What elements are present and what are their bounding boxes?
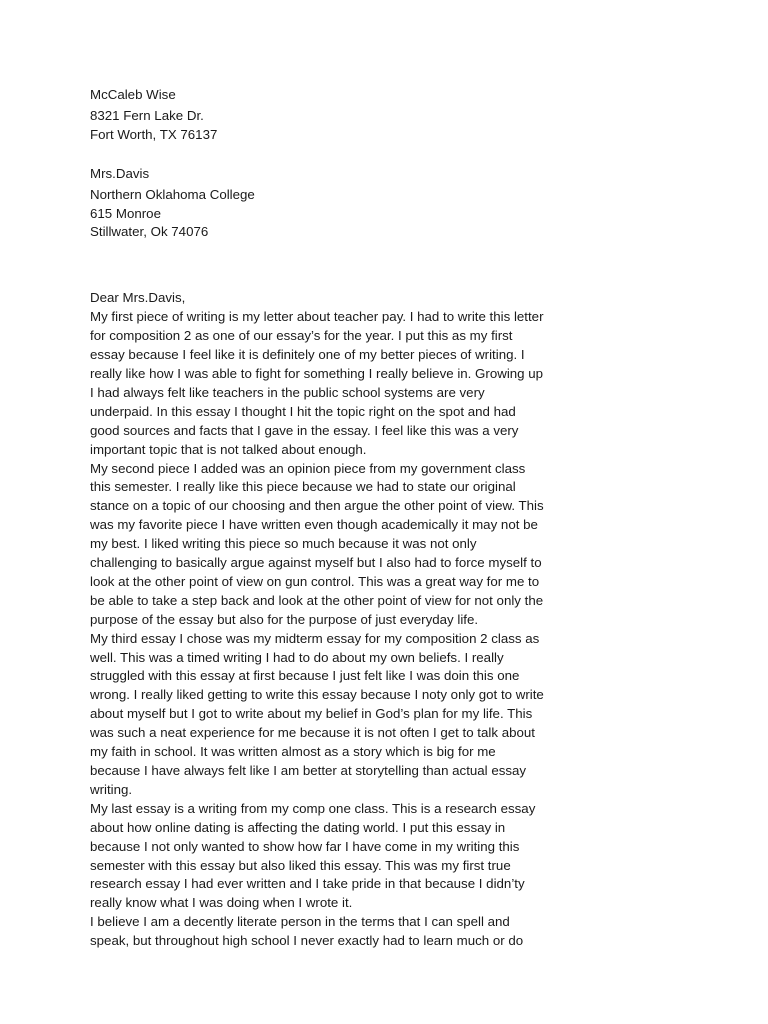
body-line: essay because I feel like it is definitely one of my better pieces of writing. I xyxy=(90,347,525,363)
body-line: semester with this essay but also liked this essay. This was my first true xyxy=(90,857,511,873)
body-paragraphs xyxy=(90,308,570,951)
body-line: well. This was a timed writing I had to do about my own beliefs. I really xyxy=(90,649,504,665)
body-line: really like how I was able to fight for something I really believe in. Growing up xyxy=(90,365,544,381)
recipient-institution: Northern Oklahoma College xyxy=(90,186,255,202)
body-line: underpaid. In this essay I thought I hit the topic right on the spot and had xyxy=(90,403,516,419)
body-line: challenging to basically argue against myself but I also had to force myself to xyxy=(90,555,542,571)
body-line: wrong. I really liked getting to write this essay because I noty only got to write xyxy=(90,687,544,703)
body-line: for composition 2 as one of our essay’s for the year. I put this as my first xyxy=(90,328,513,344)
recipient-address-line1: 615 Monroe xyxy=(90,205,161,221)
body-line: because I have always felt like I am better at storytelling than actual essay xyxy=(90,763,527,778)
body-line: about myself but I got to write about my belief in God’s plan for my life. This xyxy=(90,706,533,722)
body-line: My first piece of writing is my letter about teacher pay. I had to write this letter xyxy=(90,309,544,325)
body-line: about how online dating is affecting the dating world. I put this essay in xyxy=(90,819,506,835)
recipient-address-line2: Stillwater, Ok 74076 xyxy=(90,224,209,240)
body-line: research essay I had ever written and I take pride in that because I didn’ty xyxy=(90,876,525,892)
body-line: My third essay I chose was my midterm essay for my composition 2 class as xyxy=(90,630,540,646)
body-line: My second piece I added was an opinion piece from my government class xyxy=(90,460,526,476)
sender-name: McCaleb Wise xyxy=(90,87,176,102)
body-line: my faith in school. It was written almost as a story which is big for me xyxy=(90,744,496,760)
letter-body xyxy=(90,289,570,951)
body-line: this semester. I really like this piece because we had to state our original xyxy=(90,479,516,495)
body-line: my best. I liked writing this piece so much because it was not only xyxy=(90,536,477,552)
letter-content xyxy=(90,86,570,951)
body-line: good sources and facts that I gave in the essay. I feel like this was a very xyxy=(90,422,519,438)
body-line: purpose of the essay but also for the purpose of just everyday life. xyxy=(90,611,479,627)
recipient-name: Mrs.Davis xyxy=(90,165,150,181)
body-line: My last essay is a writing from my comp one class. This is a research essay xyxy=(90,800,536,816)
body-line: look at the other point of view on gun control. This was a great way for me to xyxy=(90,573,540,589)
sender-address-line2: Fort Worth, TX 76137 xyxy=(90,126,218,142)
body-line: I believe I am a decently literate person in the terms that I can spell and xyxy=(90,914,510,930)
body-line: was my favorite piece I have written even though academically it may not be xyxy=(90,517,538,533)
body-line: important topic that is not talked about enough. xyxy=(90,441,367,457)
body-line: because I not only wanted to show how far I have come in my writing this xyxy=(90,838,520,854)
body-line: speak, but throughout high school I never exactly had to learn much or do xyxy=(90,933,524,949)
body-line: be able to take a step back and look at the other point of view for not only the xyxy=(90,592,544,608)
body-line: writing. xyxy=(90,781,133,797)
body-line: was such a neat experience for me because it is not often I get to talk about xyxy=(90,725,535,741)
recipient-block xyxy=(90,165,570,243)
body-line: I had always felt like teachers in the public school systems are very xyxy=(90,384,485,400)
body-line: struggled with this essay at first because I just felt like I was doin this one xyxy=(90,668,520,684)
salutation: Dear Mrs.Davis, xyxy=(90,290,186,306)
sender-address-line1: 8321 Fern Lake Dr. xyxy=(90,107,204,123)
body-line: stance on a topic of our choosing and then argue the other point of view. This xyxy=(90,498,544,514)
body-line: really know what I was doing when I wrote it. xyxy=(90,895,353,911)
sender-block xyxy=(90,86,570,145)
